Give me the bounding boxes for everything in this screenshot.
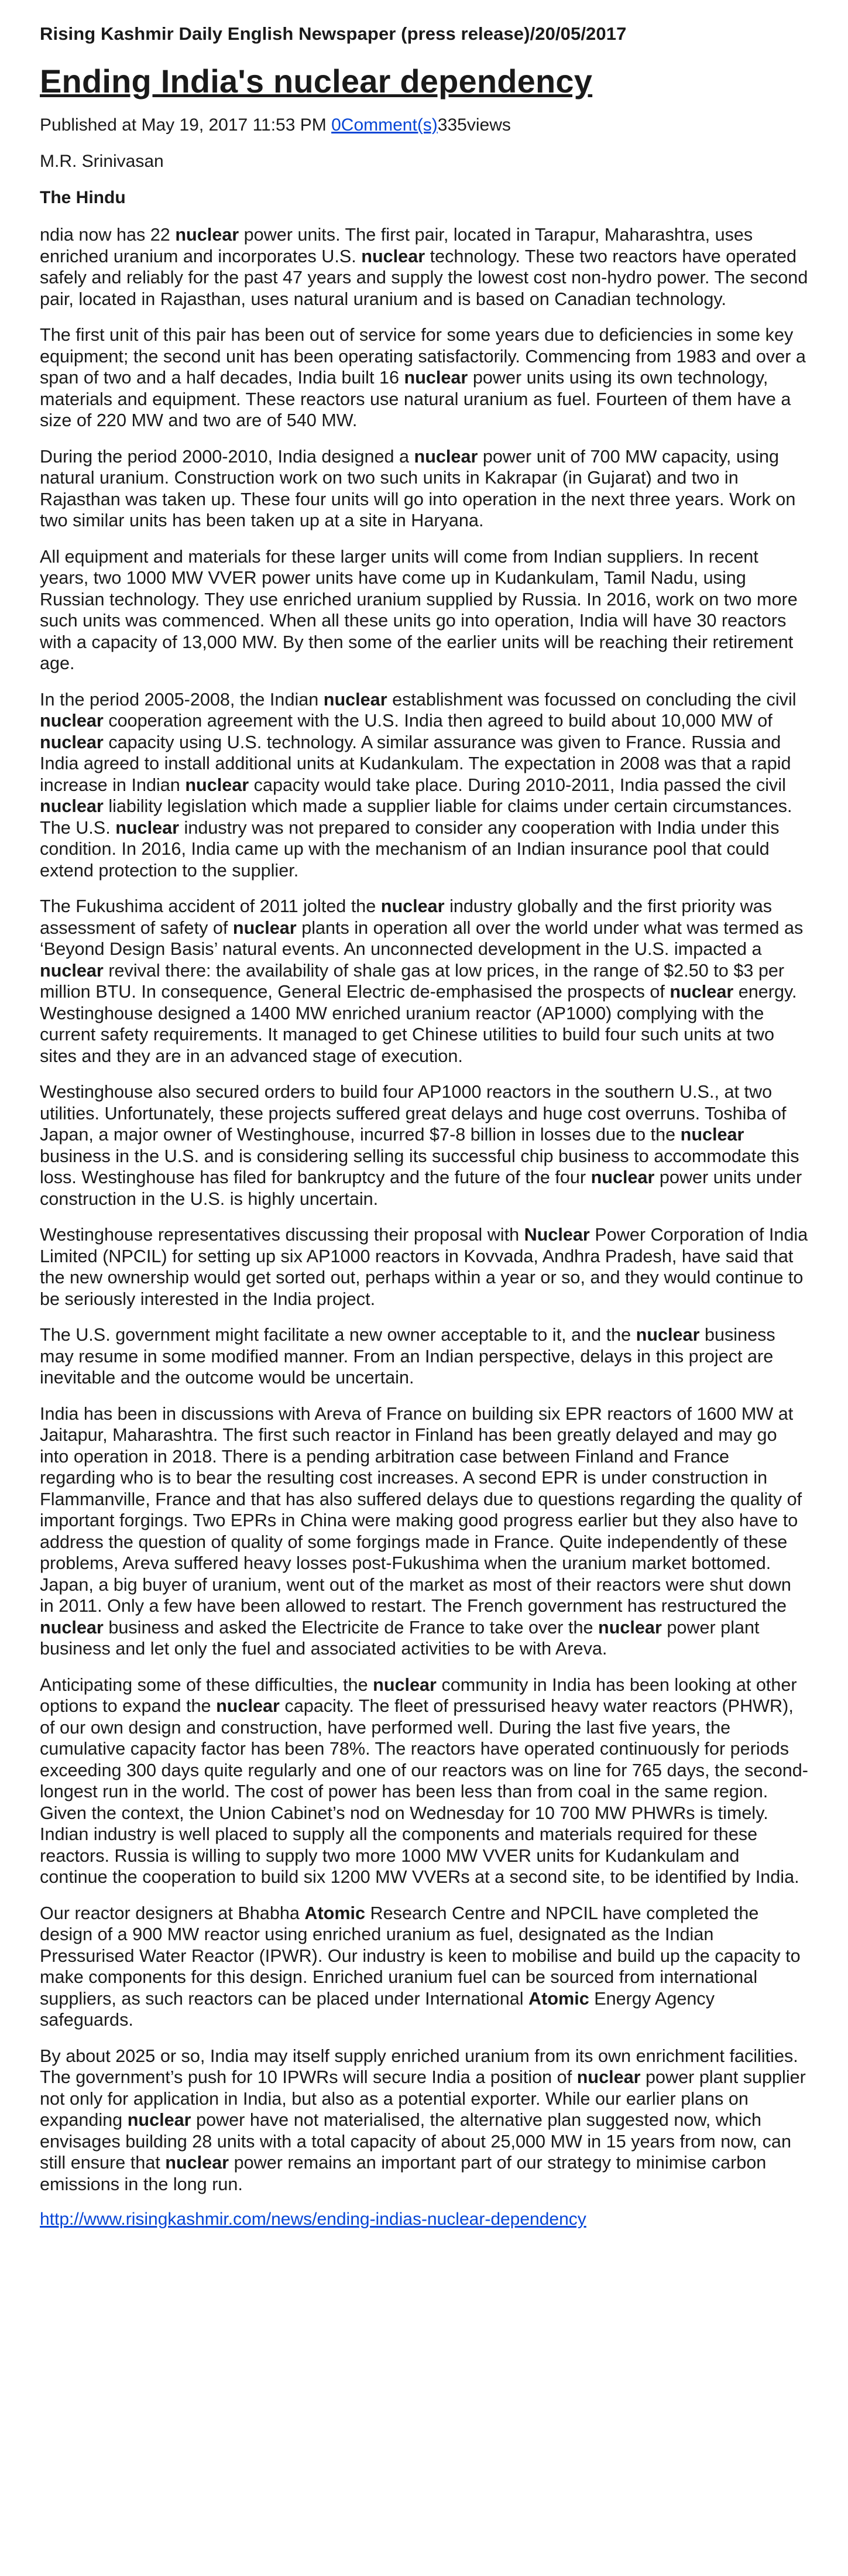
highlighted-keyword: nuclear: [40, 711, 104, 731]
article-meta: [40, 115, 808, 135]
paragraph: Westinghouse also secured orders to build four AP1000 reactors in the southern U.S., at two utilities. Unfortunately, these projects suffered great delays and huge cost overruns. Toshiba of Japan, a major owner of Westinghouse, incurred $7-8 billion in losses due to the nuclear business in the U.S. and is considering selling its successful chip business to accommodate this loss. Westinghouse has filed for bankruptcy and the future of the four nuclear power units under construction in the U.S. is highly uncertain.: [40, 1082, 802, 1209]
highlighted-keyword: nuclear: [380, 896, 445, 916]
highlighted-keyword: nuclear: [414, 446, 478, 467]
paragraph: In the period 2005-2008, the Indian nuclear establishment was focussed on concluding the civil nuclear cooperation agreement with the U.S. India then agreed to build about 10,000 MW of nuclear capacity using U.S. technology. A similar assurance was given to France. Russia and India agreed to install additional units at Kudankulam. The expectation in 2008 was that a rapid increase in Indian nuclear capacity would take place. During 2010-2011, India passed the civil nuclear liability legislation which made a supplier liable for claims under certain circumstances. The U.S. nuclear industry was not prepared to consider any cooperation with India under this condition. In 2016, India came up with the mechanism of an Indian insurance pool that could extend protection to the supplier.: [40, 689, 796, 881]
paragraph: Our reactor designers at Bhabha Atomic Research Centre and NPCIL have completed the design of a 900 MW reactor using enriched uranium as fuel, designated as the Indian Pressurised Water Reactor (IPWR). Our industry is keen to mobilise and build up the capacity to make components for this design. Enriched uranium fuel can be sourced from international suppliers, as such reactors can be placed under International Atomic Energy Agency safeguards.: [40, 1903, 801, 2030]
paragraph: India has been in discussions with Areva of France on building six EPR reactors of 1600 MW at Jaitapur, Maharashtra. The first such reactor in Finland has been greatly delayed and may go into operation in 2018. There is a pending arbitration case between Finland and France regarding who is to bear the resulting cost increases. A second EPR is under construction in Flammanville, France and that has also suffered delays due to questions regarding the quality of important forgings. Two EPRs in China were making good progress earlier but they also have to address the question of quality of some forgings made in France. Quite independently of these problems, Areva suffered heavy losses post-Fukushima when the uranium market bottomed. Japan, a big buyer of uranium, went out of the market as most of their reactors were shut down in 2011. Only a few have been allowed to restart. The French government has restructured the nuclear business and asked the Electricite de France to take over the nuclear power plant business and let only the fuel and associated activities to be with Areva.: [40, 1403, 802, 1659]
highlighted-keyword: nuclear: [185, 775, 249, 795]
published-date: Published at May 19, 2017 11:53 PM: [40, 115, 332, 135]
highlighted-keyword: nuclear: [216, 1696, 280, 1716]
paragraph: The first unit of this pair has been out of service for some years due to deficiencies in some key equipment; the second unit has been operating satisfactorily. Commencing from 1983 and over a span of two and a half decades, India built 16 nuclear power units using its own technology, materials and equipment. These reactors use natural uranium as fuel. Fourteen of them have a size of 220 MW and two are of 540 MW.: [40, 325, 806, 430]
highlighted-keyword: nuclear: [598, 1617, 662, 1638]
highlighted-keyword: nuclear: [40, 960, 104, 981]
source-publication: The Hindu: [40, 188, 126, 207]
highlighted-keyword: Nuclear: [524, 1225, 590, 1245]
masthead: Rising Kashmir Daily English Newspaper (press release)/20/05/2017: [40, 23, 627, 44]
paragraph: Anticipating some of these difficulties, the nuclear community in India has been looking at other options to expand the nuclear capacity. The fleet of pressurised heavy water reactors (PHWR), of our own design and construction, have performed well. During the last five years, the cumulative capacity factor has been 78%. The reactors have operated continuously for periods exceeding 300 days quite regularly and one of our reactors was on line for 765 days, the second-longest run in the world. The cost of power has been less than from coal in the same region. Given the context, the Union Cabinet’s nod on Wednesday for 10 700 MW PHWRs is timely. Indian industry is well placed to supply all the components and materials required for these reactors. Russia is willing to supply two more 1000 MW VVER units for Kudankulam and continue the cooperation to build six 1200 MW VVERs at a second site, to be identified by India.: [40, 1674, 808, 1887]
paragraph: During the period 2000-2010, India designed a nuclear power unit of 700 MW capacity, using natural uranium. Construction work on two such units in Kakrapar (in Gujarat) and two in Rajasthan was taken up. These four units will go into operation in the next three years. Work on two similar units has been taken up at a site in Haryana.: [40, 446, 796, 530]
highlighted-keyword: nuclear: [636, 1325, 700, 1345]
highlighted-keyword: nuclear: [127, 2110, 191, 2130]
highlighted-keyword: nuclear: [404, 368, 468, 388]
paragraph: Westinghouse representatives discussing their proposal with Nuclear Power Corporation of India Limited (NPCIL) for setting up six AP1000 reactors in Kovvada, Andhra Pradesh, have said that the new ownership would get sorted out, perhaps within a year or so, and they would continue to be seriously interested in the India project.: [40, 1225, 808, 1309]
highlighted-keyword: nuclear: [323, 689, 387, 710]
highlighted-keyword: nuclear: [670, 982, 734, 1002]
headline: Ending India's nuclear dependency: [40, 63, 593, 100]
highlighted-keyword: nuclear: [232, 917, 297, 938]
paragraph: The U.S. government might facilitate a new owner acceptable to it, and the nuclear business may resume in some modified manner. From an Indian perspective, delays in this project are inevitable and the outcome would be uncertain.: [40, 1325, 775, 1388]
author: M.R. Srinivasan: [40, 152, 164, 171]
paragraph: The Fukushima accident of 2011 jolted the nuclear industry globally and the first priority was assessment of safety of nuclear plants in operation all over the world under what was termed as ‘Beyond Design Basis’ natural events. An unconnected development in the U.S. impacted a nuclear revival there: the availability of shale gas at low prices, in the range of $2.50 to $3 per million BTU. In consequence, General Electric de-emphasised the prospects of nuclear energy. Westinghouse designed a 1400 MW enriched uranium reactor (AP1000) complying with the current safety requirements. It managed to get Chinese utilities to build four such units at two sites and they are in an advanced stage of execution.: [40, 896, 804, 1066]
source-link[interactable]: http://www.risingkashmir.com/news/ending-indias-nuclear-dependency: [40, 2210, 586, 2229]
highlighted-keyword: nuclear: [40, 732, 104, 752]
article-body: [40, 224, 808, 2195]
comments-link[interactable]: 0Comment(s): [331, 115, 438, 135]
highlighted-keyword: nuclear: [115, 817, 180, 838]
highlighted-keyword: nuclear: [576, 2067, 641, 2087]
paragraph: ndia now has 22 nuclear power units. The first pair, located in Tarapur, Maharashtra, uses enriched uranium and incorporates U.S. nuclear technology. These two reactors have operated safely and reliably for the past 47 years and supply the lowest cost non-hydro power. The second pair, located in Rajasthan, uses natural uranium and is based on Canadian technology.: [40, 225, 808, 309]
highlighted-keyword: nuclear: [680, 1125, 744, 1145]
highlighted-keyword: nuclear: [361, 246, 425, 266]
views-count: 335views: [437, 115, 511, 135]
paragraph: All equipment and materials for these larger units will come from Indian suppliers. In recent years, two 1000 MW VVER power units have come up in Kudankulam, Tamil Nadu, using Russian technology. They use enriched uranium supplied by Russia. In 2016, work on two more such units was commenced. When all these units go into operation, India will have 30 reactors with a capacity of 13,000 MW. By then some of the earlier units will be reaching their retirement age.: [40, 546, 798, 673]
highlighted-keyword: nuclear: [40, 796, 104, 816]
highlighted-keyword: nuclear: [590, 1167, 655, 1187]
highlighted-keyword: nuclear: [40, 1617, 104, 1638]
highlighted-keyword: nuclear: [165, 2153, 229, 2173]
source-link-row: [40, 2210, 808, 2229]
highlighted-keyword: nuclear: [373, 1674, 437, 1695]
paragraph: By about 2025 or so, India may itself supply enriched uranium from its own enrichment facilities. The government’s push for 10 IPWRs will secure India a position of nuclear power plant supplier not only for application in India, but also as a potential exporter. While our earlier plans on expanding nuclear power have not materialised, the alternative plan suggested now, which envisages building 28 units with a total capacity of about 25,000 MW in 15 years from now, can still ensure that nuclear power remains an important part of our strategy to minimise carbon emissions in the long run.: [40, 2046, 806, 2194]
highlighted-keyword: Atomic: [304, 1903, 366, 1923]
highlighted-keyword: nuclear: [175, 225, 239, 245]
highlighted-keyword: Atomic: [528, 1988, 589, 2009]
